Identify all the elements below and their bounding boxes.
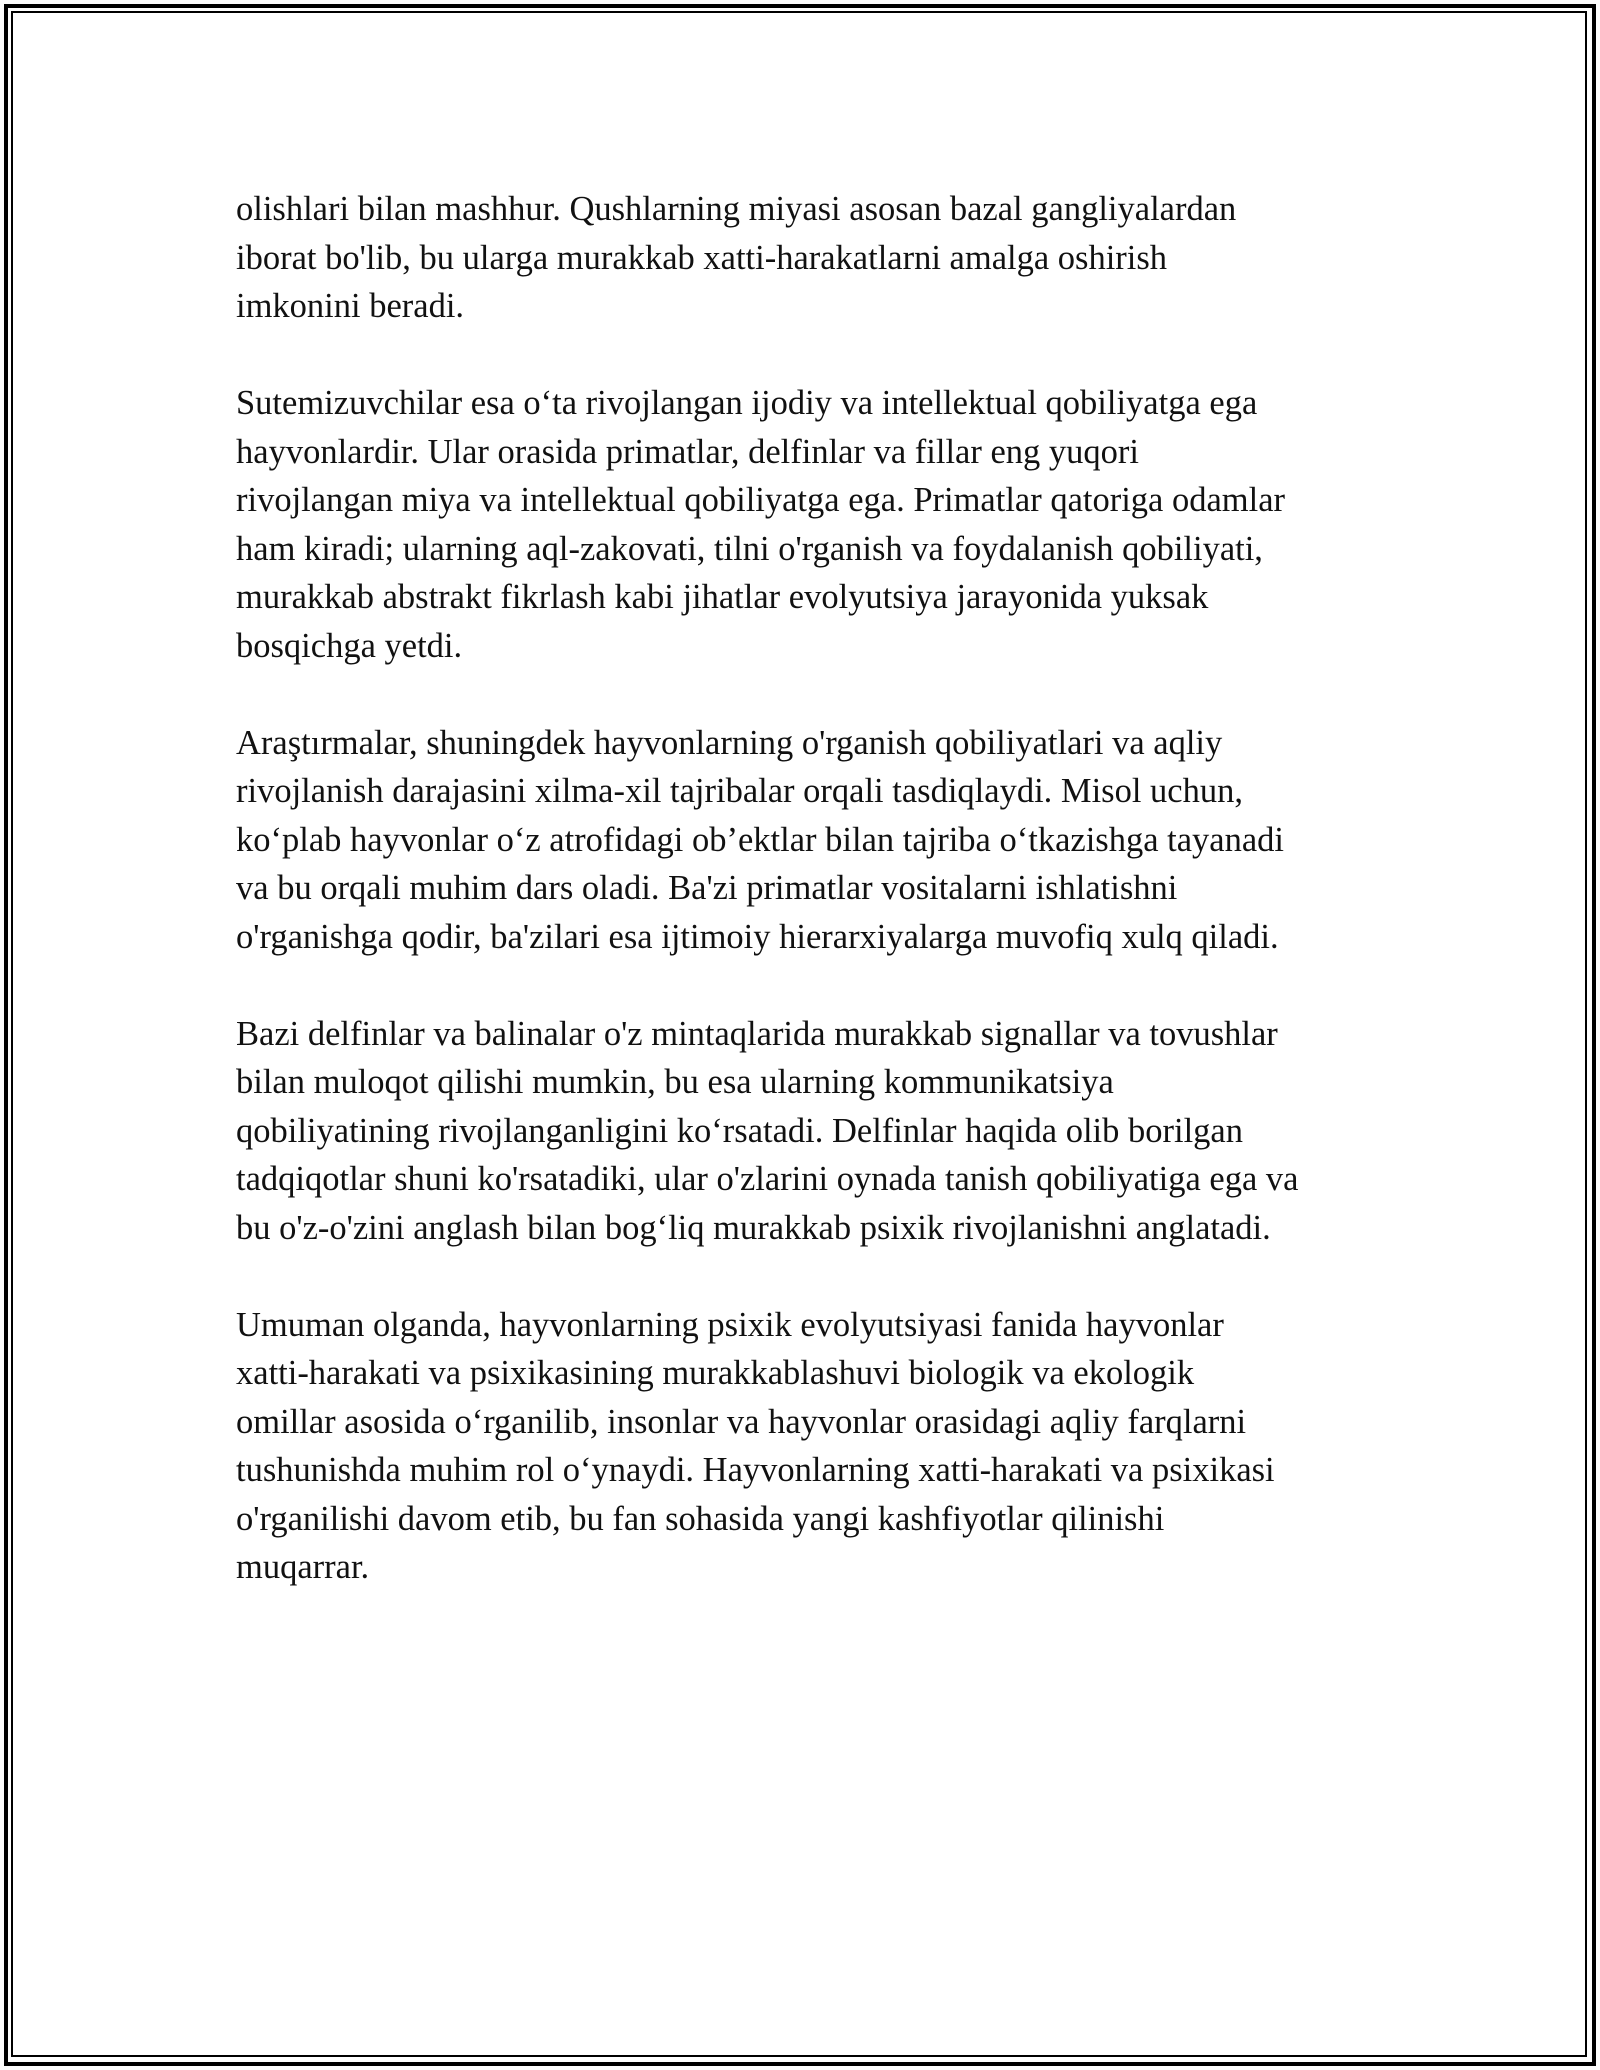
paragraph-2 — [236, 379, 1386, 670]
paragraph-5 — [236, 1301, 1386, 1592]
paragraph-line: Umuman olganda, hayvonlarning psixik evolyutsiyasi fanida hayvonlar — [236, 1305, 1224, 1344]
paragraph-4 — [236, 1010, 1386, 1253]
paragraph-line: Araştırmalar, shuningdek hayvonlarning o'rganish qobiliyatlari va aqliy — [236, 723, 1223, 762]
paragraph-line: tadqiqotlar shuni ko'rsatadiki, ular o'zlarini oynada tanish qobiliyatiga ega va — [236, 1160, 1299, 1198]
paragraph-line: bosqichga yetdi. — [236, 626, 463, 665]
paragraph-line: Bazi delfinlar va balinalar o'z mintaqlarida murakkab signallar va tovushlar — [236, 1014, 1278, 1053]
paragraph-line: bilan muloqot qilishi mumkin, bu esa ularning kommunikatsiya — [236, 1063, 1114, 1101]
paragraph-line: hayvonlardir. Ular orasida primatlar, delfinlar va fillar eng yuqori — [236, 432, 1139, 471]
paragraph-1 — [236, 185, 1386, 331]
paragraph-line: qobiliyatining rivojlanganligini ko‘rsatadi. Delfinlar haqida olib borilgan — [236, 1111, 1243, 1150]
paragraph-line: ko‘plab hayvonlar o‘z atrofidagi ob’ektlar bilan tajriba o‘tkazishga tayanadi — [236, 820, 1285, 859]
paragraph-line: imkonini beradi. — [236, 287, 465, 325]
paragraph-line: ham kiradi; ularning aql-zakovati, tilni o'rganish va foydalanish qobiliyati, — [236, 529, 1263, 568]
paragraph-line: Sutemizuvchilar esa o‘ta rivojlangan ijodiy va intellektual qobiliyatga ega — [236, 384, 1258, 422]
paragraph-line: rivojlanish darajasini xilma-xil tajribalar orqali tasdiqlaydi. Misol uchun, — [236, 772, 1243, 810]
paragraph-line: rivojlangan miya va intellektual qobiliyatga ega. Primatlar qatoriga odamlar — [236, 481, 1286, 519]
paragraph-line: muqarrar. — [236, 1548, 370, 1586]
paragraph-line: omillar asosida o‘rganilib, insonlar va hayvonlar orasidagi aqliy farqlarni — [236, 1402, 1247, 1441]
paragraph-line: xatti-harakati va psixikasining murakkablashuvi biologik va ekologik — [236, 1354, 1195, 1392]
paragraph-line: olishlari bilan mashhur. Qushlarning miyasi asosan bazal gangliyalardan — [236, 190, 1237, 228]
paragraph-line: murakkab abstrakt fikrlash kabi jihatlar evolyutsiya jarayonida yuksak — [236, 578, 1209, 616]
paragraph-line: tushunishda muhim rol o‘ynaydi. Hayvonlarning xatti-harakati va psixikasi — [236, 1451, 1275, 1489]
paragraph-line: va bu orqali muhim dars oladi. Ba'zi primatlar vositalarni ishlatishni — [236, 869, 1178, 907]
paragraph-line: bu o'z-o'zini anglash bilan bog‘liq murakkab psixik rivojlanishni anglatadi. — [236, 1208, 1271, 1247]
document-body — [236, 185, 1386, 1640]
paragraph-line: o'rganilishi davom etib, bu fan sohasida yangi kashfiyotlar qilinishi — [236, 1499, 1165, 1538]
paragraph-line: iborat bo'lib, bu ularga murakkab xatti-harakatlarni amalga oshirish — [236, 238, 1168, 277]
paragraph-line: o'rganishga qodir, ba'zilari esa ijtimoiy hierarxiyalarga muvofiq xulq qiladi. — [236, 917, 1279, 956]
paragraph-3 — [236, 719, 1386, 962]
